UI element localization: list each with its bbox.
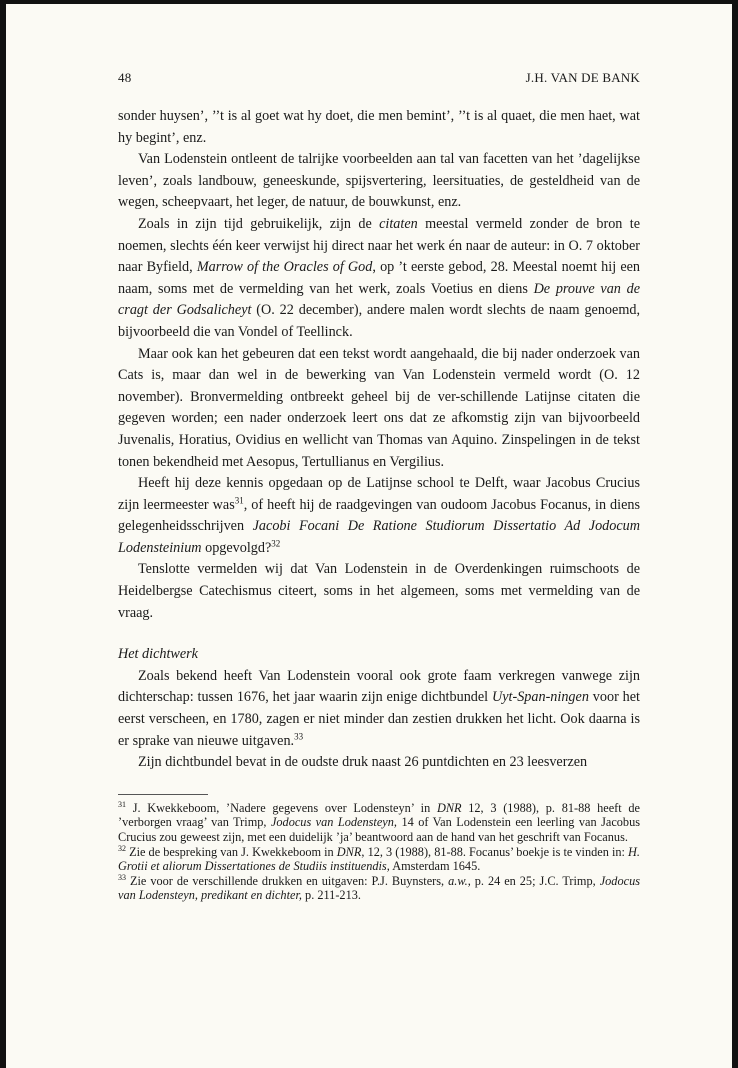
text-run: opgevolgd? [201,539,272,556]
italic-title: Jodocus van Lodensteyn, predikant en dichter, [118,873,640,903]
text-run: Zoals bekend heeft Van Lodenstein vooral ook grote faam verkregen vanwege zijn dichterschap: tussen 1676, het jaar waarin zijn enige dichtbundel [118,667,640,706]
text-run: Amsterdam 1645. [389,859,481,874]
text-run: meestal vermeld zonder de bron te noemen, slechts één keer verwijst hij direct naar het werk én naar de auteur: in O. 7 oktober naar Byfield, [118,215,640,276]
paragraph-4: Maar ook kan het gebeuren dat een tekst wordt aangehaald, die bij nader onderzoek van Cats is, maar dan wel in de bewerking van Van Lodenstein vermeld wordt (O. 12 november). Bronvermelding ontbreekt geheel bij de ver-schillende Latijnse citaten die gegeven worden; een nader onderzoek leert ons dat ze afkomstig zijn van bijvoorbeeld Juvenalis, Horatius, Ovidius en wellicht van Thomas van Aquino. Zinspelingen in de tekst tonen bekendheid met Aesopus, Tertullianus en Vergilius. [118,345,640,470]
text-run: p. 211-213. [301,888,361,903]
footnote-number: 31 [118,799,126,809]
italic-title: De prouve van de cragt der Godsalicheyt [118,280,640,319]
paragraph-5 [118,473,640,559]
footnote-number: 33 [118,872,126,882]
footnote-32 [118,845,640,874]
book-page [6,4,732,1068]
footnote-number: 32 [118,843,126,853]
text-run: 12, 3 (1988), p. 81-88 heeft de ’verborgen vraag’ van Trimp, [118,800,640,830]
footnote-divider [118,794,208,795]
section-heading: Het dichtwerk [118,646,198,663]
paragraph-8: Zijn dichtbundel bevat in de oudste druk naast 26 puntdichten en 23 leesverzen [138,754,588,771]
italic-title: Jacobi Focani De Ratione Studiorum Dissertatio Ad Jodocum Lodensteinium [118,518,640,556]
text-run: , op ’t eerste gebod, 28. Meestal noemt hij een naam, soms met de vermelding van het werk, zoals Voetius en diens [118,259,641,297]
text-run: Heeft hij deze kennis opgedaan op de Latijnse school te Delft, waar Jacobus Crucius zijn leermeester was [118,475,640,513]
text-run: , 12, 3 (1988), 81-88. Focanus’ boekje is te vinden in: [361,844,629,859]
footnote-ref[interactable]: 33 [294,730,304,741]
italic-title: Marrow of the Oracles of God [196,259,373,276]
text-run: 14 of Van Lodenstein een leerling van Jacobus Crucius zou geweest zijn, met een duidelijk ’ja’ beantwoord aan de hand van het geschrift van Focanus. [118,815,641,844]
italic-title: Uyt-Span-ningen [491,689,589,706]
paragraph-2: Van Lodenstein ontleent de talrijke voorbeelden aan tal van facetten van het ’dagelijkse leven’, zoals landbouw, geneeskunde, spijsvertering, leersituaties, de gesteldheid van de wegen, scheepvaart, het leger, de natuur, de bouwkunst, enz. [118,151,640,211]
paragraph-7 [118,666,640,752]
text-run: voor het eerst verscheen, en 1780, zagen er niet minder dan zestien drukken het licht. Ook daarna is er sprake van nieuwe uitgaven. [118,689,640,749]
footnote-ref[interactable]: 31 [234,494,244,505]
italic-term: citaten [379,215,418,232]
italic-abbrev: DNR [436,800,462,815]
text-run: p. 24 en 25; J.C. Trimp, [470,873,600,888]
text-run: Zie voor de verschillende drukken en uitgaven: P.J. Buynsters, [126,873,449,888]
page-number: 48 [118,70,132,85]
text-run: (O. 22 december), andere malen wordt slechts de naam genoemd, bijvoorbeeld die van Vondel of Teellinck. [118,302,640,340]
running-head [118,70,640,86]
footnotes [118,801,640,903]
body-text [118,106,640,774]
paragraph-6: Tenslotte vermelden wij dat Van Lodenstein in de Overdenkingen ruimschoots de Heidelbergse Catechismus citeert, soms in het algemeen, soms met vermelding van de vraag. [118,561,640,621]
italic-title: Jodocus van Lodensteyn, [270,815,397,830]
page-content [118,70,640,903]
footnote-33 [118,874,640,903]
footnote-31 [118,801,640,845]
text-run: Zie de bespreking van J. Kwekkeboom in [126,844,337,859]
text-run: J. Kwekkeboom, ’Nadere gegevens over Lodensteyn’ in [126,800,437,815]
paragraph-1: sonder huysen’, ’’t is al goet wat hy doet, die men bemint’, ’’t is al quaet, die men haet, wat hy begint’, enz. [118,108,640,146]
running-title: J.H. VAN DE BANK [525,70,640,85]
footnote-ref[interactable]: 32 [271,538,281,549]
text-run: , of heeft hij de raadgevingen van oudoom Jacobus Focanus, in diens gelegenheidsschrijven [118,496,641,535]
italic-abbrev: a.w., [448,873,471,888]
italic-title: H. Grotii et aliorum Dissertationes de Studiis instituendis, [118,844,640,874]
italic-abbrev: DNR [336,844,362,859]
paragraph-3 [118,214,640,344]
text-run: Zoals in zijn tijd gebruikelijk, zijn de [138,215,380,232]
